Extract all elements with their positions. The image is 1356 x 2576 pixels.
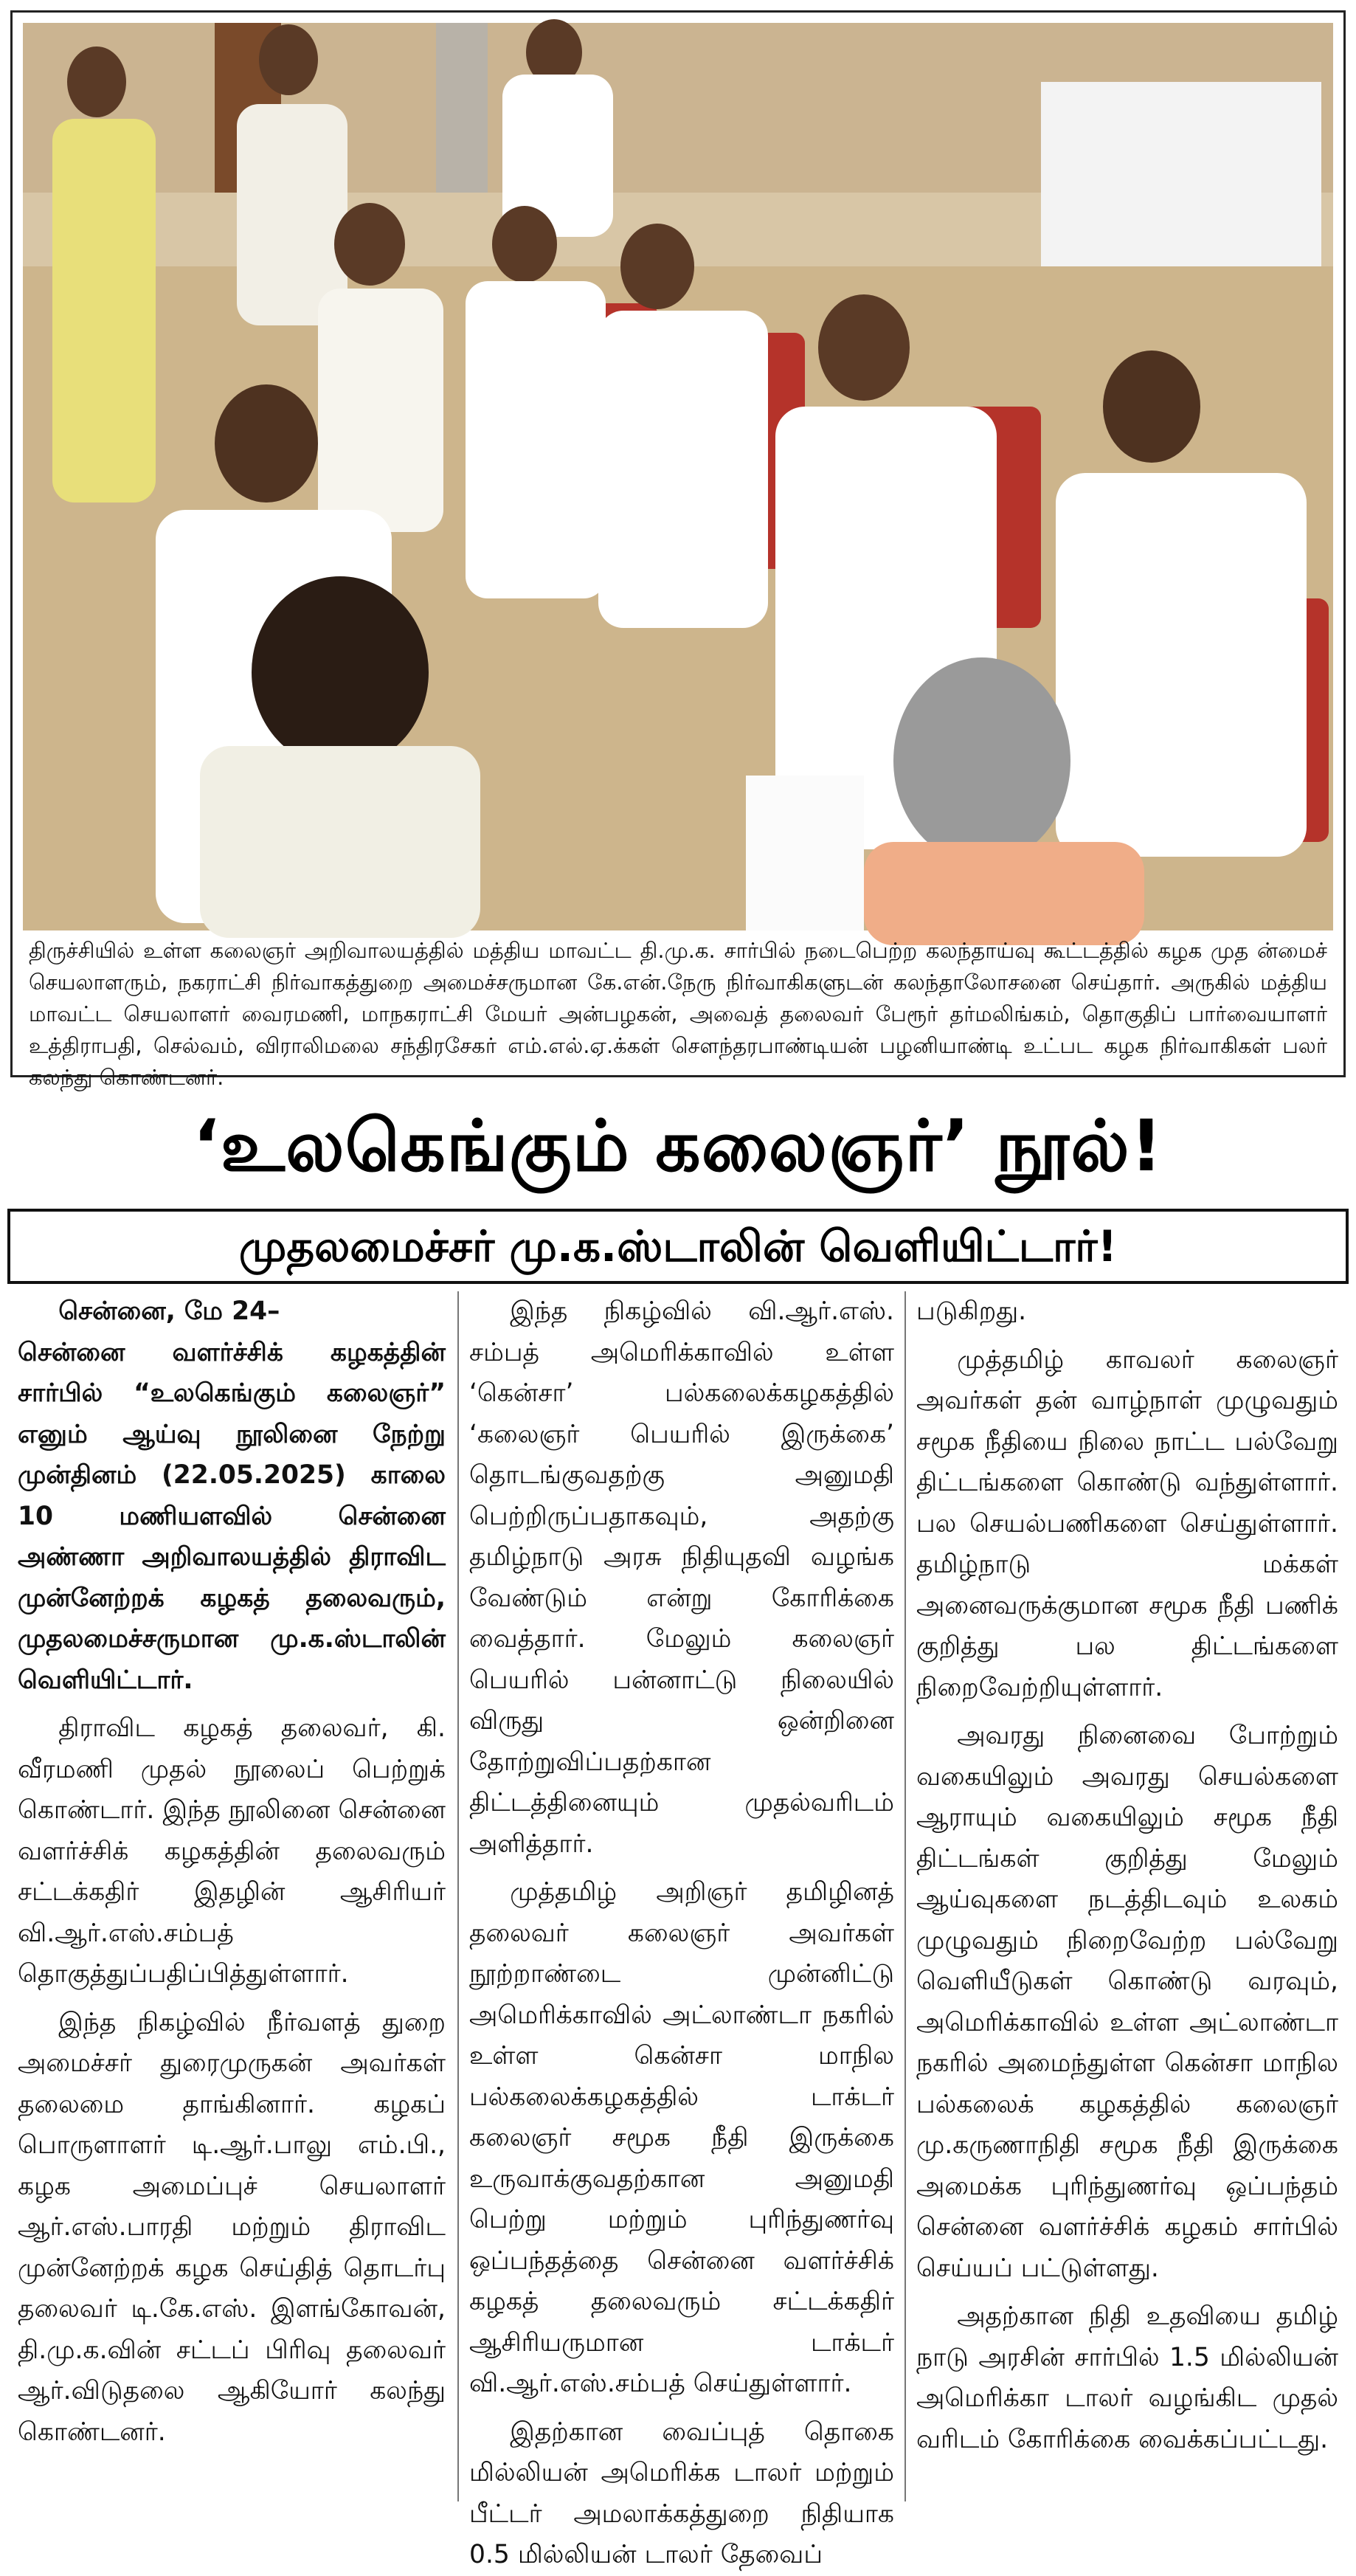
photo-caption: திருச்சியில் உள்ள கலைஞர் அறிவாலயத்தில் மத்திய மாவட்ட தி.மு.க. சார்பில் நடைபெற்ற கலந்தாய்வு கூட்டத்தில் கழக முத ன்மைச் செயலாளரும், நகராட்சி நிர்வாகத்துறை அமைச்சருமான கே.என்.நேரு நிர்வாகிகளுடன் கலந்தாலோசனை செய்தார். அருகில் மத்திய மாவட்ட செயலாளர் வைரமணி, மாநகராட்சி மேயர் அன்பழகன், அவைத் தலைவர் பேரூர் தர்மலிங்கம், தொகுதிப் பார்வையாளர் உத்திராபதி, செல்வம், விராலிமலை சந்திரசேகர் எம்.எல்.ஏ.க்கள் சௌந்தரபாண்டியன் பழனியாண்டி உட்பட கழக நிர்வாகிகள் பலர் கலந்து கொண்டனர். bbox=[29, 938, 1327, 1090]
article-paragraph: திராவிட கழகத் தலைவர், கி. வீரமணி முதல் நூலைப் பெற்றுக் கொண்டார். இந்த நூலினை சென்னை வளர்ச்சிக் கழகத்தின் தலைவரும் சட்டக்கதிர் இதழின் ஆசிரியர் வி.ஆர்.எஸ்.சம்பத் தொகுத்துப்பதிப்பித்துள்ளார். bbox=[18, 1713, 446, 1989]
article-paragraph: முத்தமிழ் அறிஞர் தமிழினத் தலைவர் கலைஞர் அவர்கள் நூற்றாண்டை முன்னிட்டு அமெரிக்காவில் அட்லாண்டா நகரில் உள்ள கென்சா மாநில பல்கலைக்கழகத்தில் டாக்டர் கலைஞர் சமூக நீதி இருக்கை உருவாக்குவதற்கான அனுமதி பெற்று மற்றும் புரிந்துணர்வு ஒப்பந்தத்தை சென்னை வளர்ச்சிக் கழகத் தலைவரும் சட்டக்கதிர் ஆசிரியருமான டாக்டர் வி.ஆர்.எஸ்.சம்பத் செய்துள்ளார். bbox=[469, 1877, 894, 2398]
article-column-2 bbox=[457, 1291, 904, 2569]
article-paragraph: இந்த நிகழ்வில் நீர்வளத் துறை அமைச்சர் துரைமுருகன் அவர்கள் தலைமை தாங்கினார். கழகப் பொருளாளர் டி.ஆர்.பாலு எம்.பி., கழக அமைப்புச் செயலாளர் ஆர்.எஸ்.பாரதி மற்றும் திராவிட முன்னேற்றக் கழக செய்தித் தொடர்பு தலைவர் டி.கே.எஸ். இளங்கோவன், தி.மு.க.வின் சட்டப் பிரிவு தலைவர் ஆர்.விடுதலை ஆகியோர் கலந்து கொண்டனர். bbox=[18, 2007, 446, 2447]
article-paragraph: முத்தமிழ் காவலர் கலைஞர் அவர்கள் தன் வாழ்நாள் முழுவதும் சமூக நீதியை நிலை நாட்ட பல்வேறு திட்டங்களை கொண்டு வந்துள்ளார். பல செயல்பணிகளை செய்துள்ளார். தமிழ்நாடு மக்கள் அனைவருக்குமான சமூக நீதி பணிக் குறித்து பல திட்டங்களை நிறைவேற்றியுள்ளார். bbox=[916, 1344, 1338, 1702]
article-column-1 bbox=[7, 1291, 456, 2501]
article-column-3 bbox=[904, 1291, 1349, 2501]
dateline: சென்னை, மே 24– bbox=[58, 1296, 280, 1326]
meeting-photo-illustration bbox=[23, 23, 1333, 930]
news-photo bbox=[23, 23, 1333, 930]
lead-text: சென்னை வளர்ச்சிக் கழகத்தின் சார்பில் “உலகெங்கும் கலைஞர்” எனும் ஆய்வு நூலினை நேற்று முன்தினம் (22.05.2025) காலை 10 மணியளவில் சென்னை அண்ணா அறிவாலயத்தில் திராவிட முன்னேற்றக் கழகத் தலைவரும், முதலமைச்சருமான மு.க.ஸ்டாலின் வெளியிட்டார். bbox=[18, 1337, 446, 1695]
article-paragraph: இந்த நிகழ்வில் வி.ஆர்.எஸ். சம்பத் அமெரிக்காவில் உள்ள ‘கென்சா’ பல்கலைக்கழகத்தில் ‘கலைஞர் பெயரில் இருக்கை’ தொடங்குவதற்கு அனுமதி பெற்றிருப்பதாகவும், அதற்கு தமிழ்நாடு அரசு நிதியுதவி வழங்க வேண்டும் என்று கோரிக்கை வைத்தார். மேலும் கலைஞர் பெயரில் பன்னாட்டு நிலையில் விருது ஒன்றினை தோற்றுவிப்பதற்கான திட்டத்தினையும் முதல்வரிடம் அளித்தார். bbox=[469, 1296, 894, 1859]
subheadline-box bbox=[7, 1209, 1349, 1284]
headline: ‘உலகெங்கும் கலைஞர்’ நூல்! bbox=[193, 1105, 1163, 1187]
article-paragraph-continued: படுகிறது. bbox=[916, 1296, 1027, 1326]
subheadline: முதலமைச்சர் மு.க.ஸ்டாலின் வெளியிட்டார்! bbox=[238, 1221, 1118, 1271]
photo-frame bbox=[10, 10, 1346, 1090]
article-body bbox=[7, 1291, 1349, 2569]
article-paragraph: அதற்கான நிதி உதவியை தமிழ் நாடு அரசின் சார்பில் 1.5 மில்லியன் அமெரிக்கா டாலர் வழங்கிட முதல் வரிடம் கோரிக்கை வைக்கப்பட்டது. bbox=[916, 2302, 1338, 2454]
article-lead-paragraph bbox=[18, 1291, 446, 1701]
article-paragraph: இதற்கான வைப்புத் தொகை மில்லியன் அமெரிக்க டாலர் மற்றும் பீட்டர் அமலாக்கத்துறை நிதியாக 0.5 மில்லியன் டாலர் தேவைப் bbox=[469, 2417, 894, 2569]
article-paragraph: அவரது நினைவை போற்றும் வகையிலும் அவரது செயல்களை ஆராயும் வகையிலும் சமூக நீதி திட்டங்கள் குறித்து மேலும் ஆய்வுகளை நடத்திடவும் உலகம் முழுவதும் நிறைவேற்ற பல்வேறு வெளியீடுகள் கொண்டு வரவும், அமெரிக்காவில் உள்ள அட்லாண்டா நகரில் அமைந்துள்ள கென்சா மாநில பல்கலைக் கழகத்தில் கலைஞர் மு.கருணாநிதி சமூக நீதி இருக்கை அமைக்க புரிந்துணர்வு ஒப்பந்தம் சென்னை வளர்ச்சிக் கழகம் சார்பில் செய்யப் பட்டுள்ளது. bbox=[916, 1721, 1338, 2283]
